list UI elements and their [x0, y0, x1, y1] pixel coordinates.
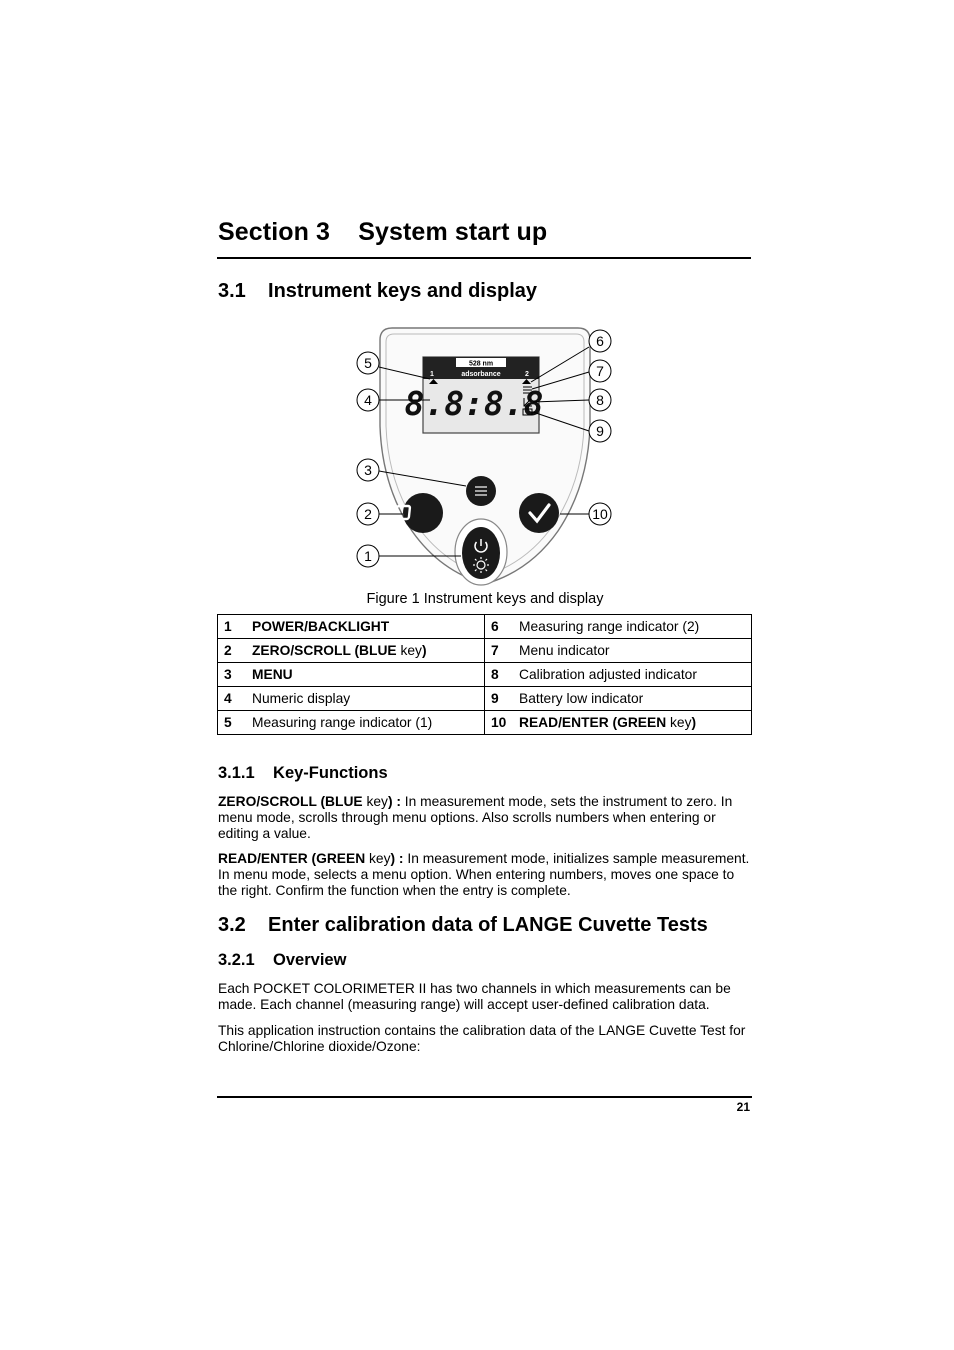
- table-cell-label: READ/ENTER (GREEN key): [513, 711, 752, 735]
- lcd-range-right: 2: [525, 371, 529, 378]
- heading-3-2-1: 3.2.1 Overview: [218, 951, 347, 969]
- heading-3-2: 3.2 Enter calibration data of LANGE Cuvette Tests: [218, 914, 708, 936]
- svg-text:10: 10: [592, 506, 608, 522]
- page-number: 21: [736, 1100, 750, 1114]
- svg-text:7: 7: [596, 363, 604, 379]
- table-cell-number: 1: [218, 615, 247, 639]
- svg-text:9: 9: [596, 423, 604, 439]
- table-cell-number: 3: [218, 663, 247, 687]
- callout-7: [589, 360, 611, 382]
- table-cell-label: Calibration adjusted indicator: [513, 663, 752, 687]
- heading-3-1-1: 3.1.1 Key-Functions: [218, 764, 388, 782]
- paragraph-overview-2: This application instruction contains the calibration data of the LANGE Cuvette Test for Chlorine/Chlorine dioxide/Ozone:: [218, 1023, 746, 1054]
- lcd-range-left: 1: [430, 371, 434, 378]
- table-row: [218, 615, 752, 639]
- table-cell-label: POWER/BACKLIGHT: [246, 615, 485, 639]
- svg-text:4: 4: [364, 392, 372, 408]
- table-cell-number: 10: [485, 711, 514, 735]
- callout-5: [357, 352, 379, 374]
- instrument-figure: [350, 326, 620, 588]
- table-cell-label: Battery low indicator: [513, 687, 752, 711]
- paragraph-read-enter: READ/ENTER (GREEN key) : In measurement mode, initializes sample measurement. In menu mode, selects a menu option. When entering numbers, moves one space to the right. Confirm the function when the entry is complete.: [218, 851, 750, 898]
- table-cell-number: 2: [218, 639, 247, 663]
- lcd-mode: adsorbance: [461, 371, 501, 378]
- svg-text:1: 1: [364, 548, 372, 564]
- callout-8: [589, 389, 611, 411]
- callout-10: [589, 503, 611, 525]
- table-cell-label: MENU: [246, 663, 485, 687]
- table-cell-number: 9: [485, 687, 514, 711]
- callout-3: [357, 459, 379, 481]
- callout-9: [589, 420, 611, 442]
- table-cell-label: Menu indicator: [513, 639, 752, 663]
- read-enter-key: [519, 493, 559, 533]
- section-rule: [217, 257, 751, 259]
- paragraph-zero-scroll: ZERO/SCROLL (BLUE key) : In measurement mode, sets the instrument to zero. In menu mode, scrolls through menu options. Also scrolls numbers when entering or editing a value.: [218, 794, 733, 841]
- svg-text:6: 6: [596, 333, 604, 349]
- table-row: [218, 711, 752, 735]
- table-cell-number: 5: [218, 711, 247, 735]
- svg-text:2: 2: [364, 506, 372, 522]
- table-cell-number: 7: [485, 639, 514, 663]
- figure-caption: Figure 1 Instrument keys and display: [366, 591, 604, 607]
- callout-6: [589, 330, 611, 352]
- table-cell-label: ZERO/SCROLL (BLUE key): [246, 639, 485, 663]
- table-cell-number: 6: [485, 615, 514, 639]
- table-row: [218, 639, 752, 663]
- table-row: [218, 663, 752, 687]
- paragraph-overview-1: Each POCKET COLORIMETER II has two channels in which measurements can be made. Each channel (measuring range) will accept user-defined calibration data.: [218, 981, 731, 1012]
- section-title: Section 3 System start up: [218, 218, 548, 246]
- lcd-digits: 8.8:8.8: [404, 384, 544, 423]
- callout-2: [357, 503, 379, 525]
- lcd-wavelength: 528 nm: [468, 360, 494, 368]
- table-cell-number: 8: [485, 663, 514, 687]
- svg-text:5: 5: [364, 355, 372, 371]
- table-cell-number: 4: [218, 687, 247, 711]
- svg-text:8: 8: [596, 392, 604, 408]
- table-cell-label: Measuring range indicator (1): [246, 711, 485, 735]
- heading-3-1: 3.1 Instrument keys and display: [218, 280, 538, 302]
- table-row: [218, 687, 752, 711]
- footer-rule: [217, 1096, 752, 1098]
- svg-text:3: 3: [364, 462, 372, 478]
- key-table: [217, 614, 752, 735]
- callout-1: [357, 545, 379, 567]
- table-cell-label: Measuring range indicator (2): [513, 615, 752, 639]
- callout-4: [357, 389, 379, 411]
- table-cell-label: Numeric display: [246, 687, 485, 711]
